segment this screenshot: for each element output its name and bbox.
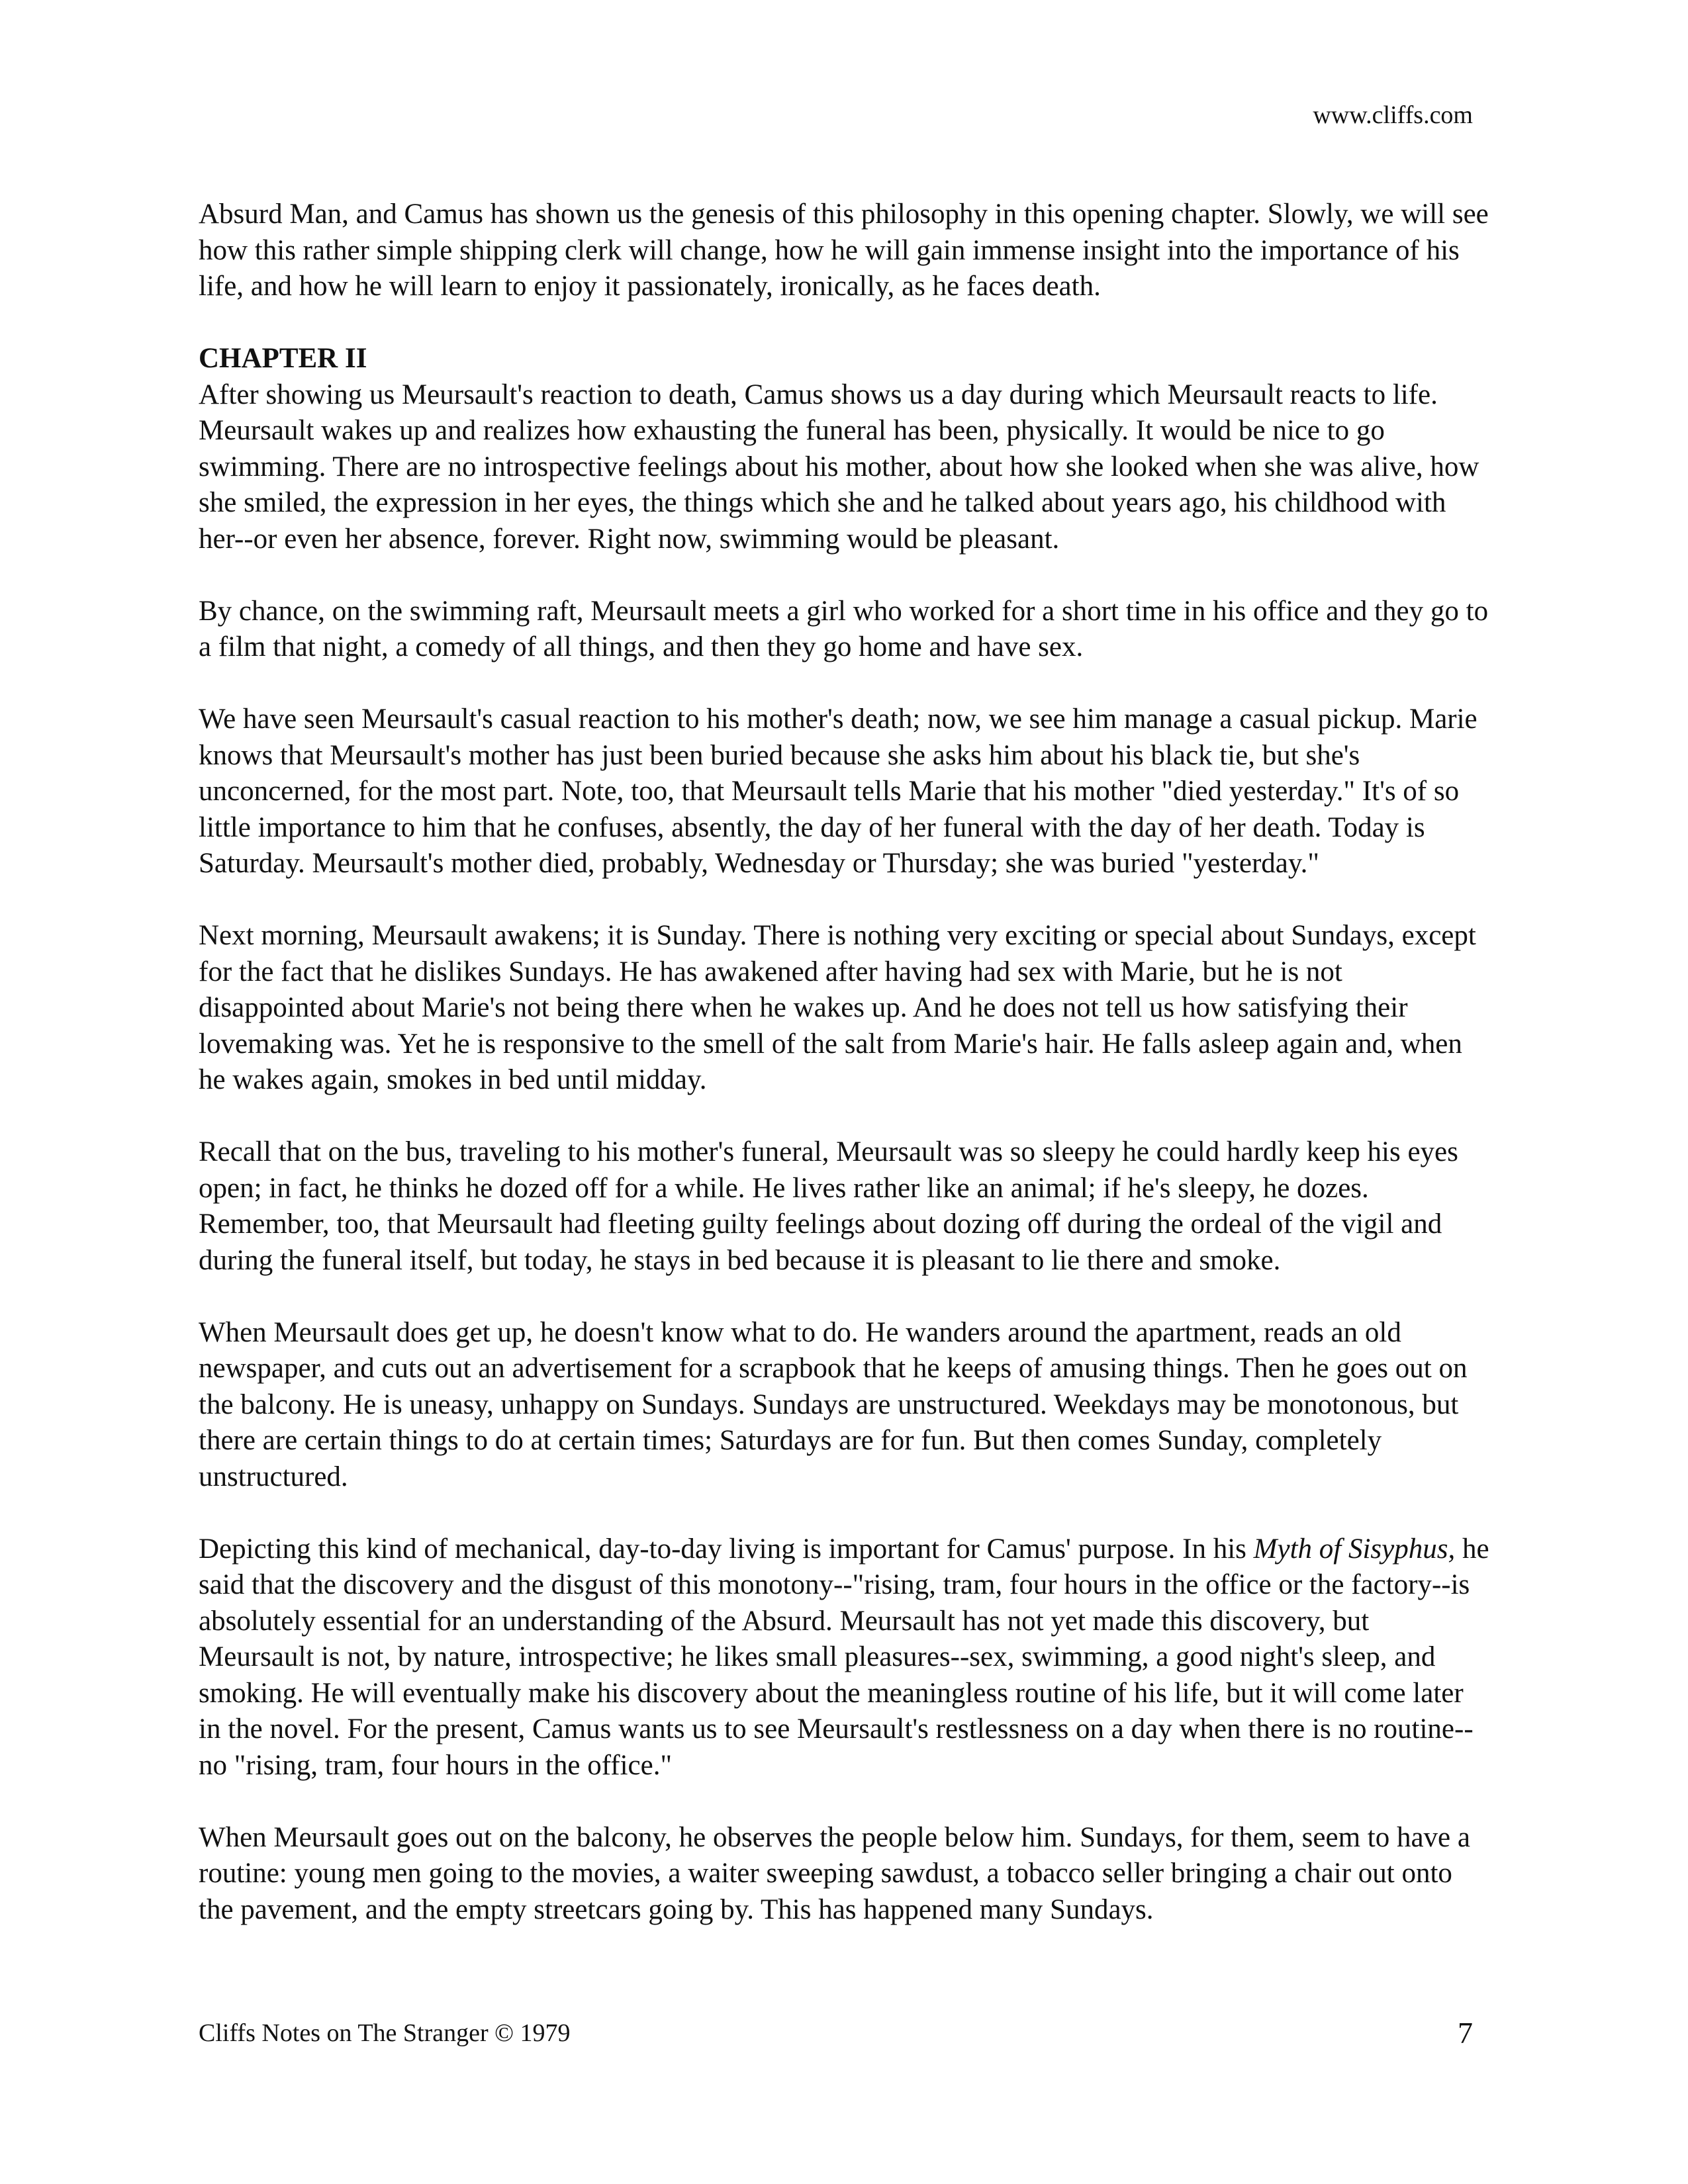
- header-url: www.cliffs.com: [1313, 101, 1473, 129]
- final-paragraph: When Meursault goes out on the balcony, he observes the people below him. Sundays, for them, seem to have a routine: young men going to the movies, a waiter sweeping sawdust, a tobacco seller bringing a chair out onto the pavement, and the empty streetcars going by. This has happened many Sundays.: [199, 1821, 1470, 1925]
- body-paragraph: Next morning, Meursault awakens; it is Sunday. There is nothing very exciting or special about Sundays, except for the fact that he dislikes Sundays. He has awakened after having had sex with Marie, but he is not disappointed about Marie's not being there when he wakes up. And he does not tell us how satisfying their lovemaking was. Yet he is responsive to the smell of the salt from Marie's hair. He falls asleep again and, when he wakes again, smokes in bed until midday.: [199, 920, 1476, 1095]
- body-paragraph: When Meursault does get up, he doesn't know what to do. He wanders around the apartment, reads an old newspaper, and cuts out an advertisement for a scrapbook that he keeps of amusing things. Then he goes out on the balcony. He is uneasy, unhappy on Sundays. Sundays are unstructured. Weekdays may be monotonous, but there are certain things to do at certain times; Saturdays are for fun. But then comes Sunday, completely unstructured.: [199, 1316, 1468, 1492]
- paragraph-text: he said that the discovery and the disgust of this monotony--"rising, tram, four hours in the office or the factory--is absolutely essential for an understanding of the Absurd. Meursault has not yet made this discovery, but Meursault is not, by nature, introspective; he likes small pleasures--sex, swimming, a good night's sleep, and smoking. He will eventually make his discovery about the meaningless routine of his life, but it will come later in the novel. For the present, Camus wants us to see Meursault's restlessness on a day when there is no routine--no "rising, tram, four hours in the office.": [199, 1533, 1489, 1781]
- book-title: Myth of Sisyphus,: [1253, 1533, 1456, 1565]
- page-content: [199, 197, 1489, 1928]
- footer-source: Cliffs Notes on The Stranger © 1979: [199, 2019, 571, 2047]
- myth-of-sisyphus-paragraph: [199, 1531, 1489, 1784]
- chapter-heading: CHAPTER II: [199, 343, 367, 374]
- body-paragraph: Recall that on the bus, traveling to his mother's funeral, Meursault was so sleepy he could hardly keep his eyes open; in fact, he thinks he dozed off for a while. He lives rather like an animal; if he's sleepy, he dozes. Remember, too, that Meursault had fleeting guilty feelings about dozing off during the ordeal of the vigil and during the funeral itself, but today, he stays in bed because it is pleasant to lie there and smoke.: [199, 1136, 1458, 1276]
- page-number: 7: [1458, 2016, 1473, 2050]
- paragraph-text: Depicting this kind of mechanical, day-to-day living is important for Camus' purpose. In his: [199, 1533, 1254, 1565]
- intro-paragraph: Absurd Man, and Camus has shown us the genesis of this philosophy in this opening chapter. Slowly, we will see how this rather simple shipping clerk will change, how he will gain immense insight into the importance of his life, and how he will learn to enjoy it passionately, ironically, as he faces death.: [199, 199, 1489, 302]
- body-paragraph: After showing us Meursault's reaction to death, Camus shows us a day during which Meursault reacts to life. Meursault wakes up and realizes how exhausting the funeral has been, physically. It would be nice to go swimming. There are no introspective feelings about his mother, about how she looked when she was alive, how she smiled, the expression in her eyes, the things which she and he talked about years ago, his childhood with her--or even her absence, forever. Right now, swimming would be pleasant.: [199, 379, 1479, 555]
- body-paragraph: We have seen Meursault's casual reaction to his mother's death; now, we see him manage a casual pickup. Marie knows that Meursault's mother has just been buried because she asks him about his black tie, but she's unconcerned, for the most part. Note, too, that Meursault tells Marie that his mother "died yesterday." It's of so little importance to him that he confuses, absently, the day of her funeral with the day of her death. Today is Saturday. Meursault's mother died, probably, Wednesday or Thursday; she was buried "yesterday.": [199, 704, 1477, 879]
- body-paragraph: By chance, on the swimming raft, Meursault meets a girl who worked for a short time in his office and they go to a film that night, a comedy of all things, and then they go home and have sex.: [199, 595, 1489, 662]
